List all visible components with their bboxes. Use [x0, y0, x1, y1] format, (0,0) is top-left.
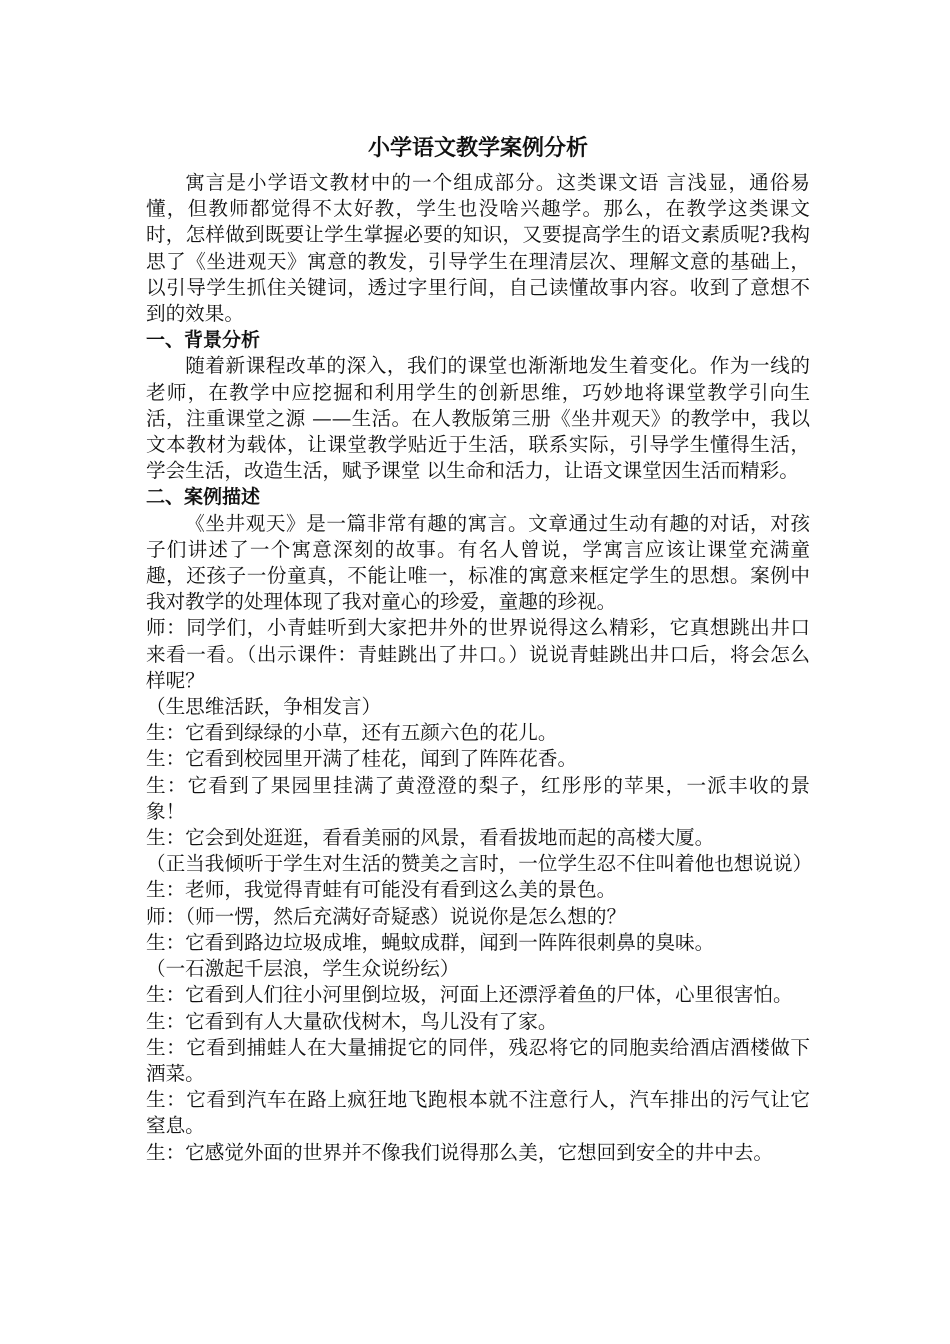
- dialogue-line: 生：它看到校园里开满了桂花，闻到了阵阵花香。: [146, 747, 578, 771]
- dialogue-line: （正当我倾听于学生对生活的赞美之言时，一位学生忍不住叫着他也想说说）: [146, 852, 813, 876]
- dialogue-line: 生：它感觉外面的世界并不像我们说得那么美，它想回到安全的井中去。: [146, 1140, 773, 1164]
- intro-paragraph: 寓言是小学语文教材中的一个组成部分。这类课文语 言浅显，通俗易懂，但教师都觉得不太好教，学生也没啥兴趣学。那么，在教学这类课文时，怎样做到既要让学生掌握必要的知识，又要提高学生的语文素质呢?我构思了《坐进观天》寓意的教发，引导学生在理清层次、理解文意的基础上，以引导学生抓住关键词，透过字里行间，自己读懂故事内容。收到了意想不到的效果。: [146, 171, 810, 326]
- section-heading-background: 一、背景分析: [146, 329, 261, 352]
- dialogue-line: （一石激起千层浪，学生众说纷纭）: [146, 957, 460, 981]
- section-heading-case: 二、案例描述: [146, 486, 261, 509]
- dialogue-line: 生：它看到汽车在路上疯狂地飞跑根本就不注意行人，汽车排出的污气让它窒息。: [146, 1088, 810, 1138]
- dialogue-line: 生：它看到绿绿的小草，还有五颜六色的花儿。: [146, 721, 558, 745]
- document-page: [146, 132, 813, 1166]
- dialogue-line: 生：它看到有人大量砍伐树木，鸟儿没有了家。: [146, 1009, 558, 1033]
- dialogue-line: 生：它看到路边垃圾成堆，蝇蚊成群，闻到一阵阵很刺鼻的臭味。: [146, 930, 715, 954]
- dialogue-line: 生：老师，我觉得青蛙有可能没有看到这么美的景色。: [146, 878, 617, 902]
- dialogue-line: 师：同学们，小青蛙听到大家把井外的世界说得这么精彩，它真想跳出井口来看一看。（出示课件：青蛙跳出了井口。）说说青蛙跳出井口后，将会怎么样呢？: [146, 616, 810, 692]
- dialogue-line: 生：它会到处逛逛，看看美丽的风景，看看拔地而起的高楼大厦。: [146, 826, 715, 850]
- case-paragraph: 《坐井观天》是一篇非常有趣的寓言。文章通过生动有趣的对话，对孩子们讲述了一个寓意深刻的故事。有名人曾说，学寓言应该让课堂充满童趣，还孩子一份童真，不能让唯一，标准的寓意来框定学生的思想。案例中我对教学的处理体现了我对童心的珍爱，童趣的珍视。: [146, 511, 810, 614]
- dialogue-line: 生：它看到捕蛙人在大量捕捉它的同伴，残忍将它的同胞卖给酒店酒楼做下酒菜。: [146, 1035, 810, 1085]
- dialogue-line: 生：它看到了果园里挂满了黄澄澄的梨子，红彤彤的苹果，一派丰收的景象！: [146, 773, 810, 823]
- dialogue-line: （生思维活跃，争相发言）: [146, 695, 382, 719]
- dialogue-line: 师：（师一愣，然后充满好奇疑惑）说说你是怎么想的？: [146, 904, 627, 928]
- document-title: 小学语文教学案例分析: [367, 136, 588, 161]
- dialogue-line: 生：它看到人们往小河里倒垃圾，河面上还漂浮着鱼的尸体，心里很害怕。: [146, 983, 793, 1007]
- background-paragraph: 随着新课程改革的深入，我们的课堂也渐渐地发生着变化。作为一线的老师，在教学中应挖掘和利用学生的创新思维，巧妙地将课堂教学引向生活，注重课堂之源 ——生活。在人教版第三册《坐井观天》的教学中，我以文本教材为载体，让课堂教学贴近于生活，联系实际，引导学生懂得生活，学会生活，改造生活，赋予课堂 以生命和活力，让语文课堂因生活而精彩。: [146, 354, 810, 483]
